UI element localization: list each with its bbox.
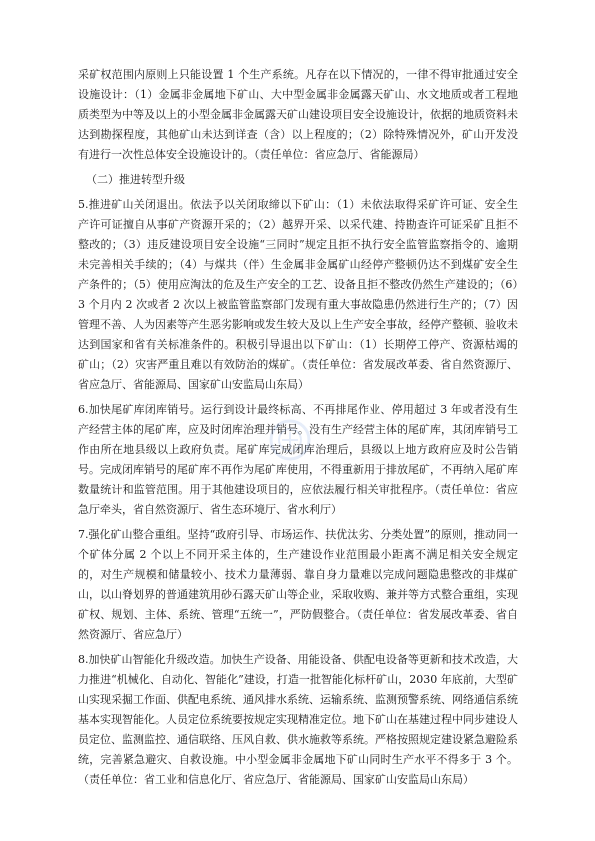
paragraph-item-7: 7.强化矿山整合重组。坚持“政府引导、市场运作、扶优汰劣、分类处置”的原则，推动同一个矿体分属 2 个以上不同开采主体的，生产建设作业范围最小距离不满足相关安全规定的，对生产规模和储量较小、技术力量薄弱、靠自身力量难以完成问题隐患整改的非煤矿山，以山脊划界的普通建筑用砂石露天矿山等企业，采取收购、兼并等方式整合重组，实现矿权、规划、主体、系统、管理“五统一”，严防假整合。（责任单位：省发展改革委、省自然资源厅、省应急厅） — [78, 528, 518, 641]
section-heading-transformation: （二）推进转型升级 — [86, 173, 185, 186]
paragraph-item-5: 5.推进矿山关闭退出。依法予以关闭取缔以下矿山：（1）未依法取得采矿许可证、安全生产许可证擅自从事矿产资源开采的；（2）越界开采、以采代建、持勘查许可证采矿且拒不整改的；（3）违反建设项目安全设施“三同时”规定且拒不执行安全监管监察指令的、逾期未完善相关手续的；（4）与煤共（伴）生金属非金属矿山经停产整顿仍达不到煤矿安全生产条件的；（5）使用应淘汰的危及生产安全的工艺、设备且拒不整改仍然生产建设的；（6）3 个月内 2 次或者 2 次以上被监管监察部门发现有重大事故隐患仍然进行生产的；（7）因管理不善、人为因素等产生恶劣影响或发生较大及以上生产安全事故，经停产整顿、验收未达到国家和省有关标准条件的。积极引导退出以下矿山：（1）长期停工停产、资源枯竭的矿山；（2）灾害严重且难以有效防治的煤矿。（责任单位：省发展改革委、省自然资源厅、省应急厅、省能源局、国家矿山安监局山东局） — [78, 198, 518, 391]
paragraph-item-8: 8.加快矿山智能化升级改造。加快生产设备、用能设备、供配电设备等更新和技术改造，大力推进“机械化、自动化、智能化”建设，打造一批智能化标杆矿山，2030 年底前，大型矿山实现采掘工作面、供配电系统、通风排水系统、运输系统、监测预警系统、网络通信系统基本实现智能化。人员定位系统要按规定实现精准定位。地下矿山在基建过程中同步建设人员定位、监测监控、通信联络、压风自救、供水施救等系统。严格按照规定建设紧急避险系统，完善紧急避灾、自救设施。中小型金属非金属地下矿山同时生产水平不得多于 3 个。（责任单位：省工业和信息化厅、省应急厅、省能源局、国家矿山安监局山东局） — [78, 653, 518, 786]
document-page — [78, 65, 518, 790]
paragraph-item-6: 6.加快尾矿库闭库销号。运行到设计最终标高、不再排尾作业、停用超过 3 年或者没有生产经营主体的尾矿库，应及时闭库治理并销号。没有生产经营主体的尾矿库，其闭库销号工作由所在地县级以上政府负责。尾矿库完成闭库治理后，县级以上地方政府应及时公告销号。完成闭库销号的尾矿库不再作为尾矿库使用，不得重新用于排放尾矿，不再纳入尾矿库数量统计和监管范围。用于其他建设项目的，应依法履行相关审批程序。（责任单位：省应急厅牵头，省自然资源厅、省生态环境厅、省水利厅） — [78, 403, 518, 516]
paragraph-continuation: 采矿权范围内原则上只能设置 1 个生产系统。凡存在以下情况的，一律不得审批通过安全设施设计：（1）金属非金属地下矿山、大中型金属非金属露天矿山、水文地质或者工程地质类型为中等及以上的小型金属非金属露天矿山建设项目安全设施设计，依据的地质资料未达到勘探程度，其他矿山未达到详查（含）以上程度的；（2）除特殊情况外，矿山开发没有进行一次性总体安全设施设计的。（责任单位：省应急厅、省能源局） — [78, 68, 518, 161]
